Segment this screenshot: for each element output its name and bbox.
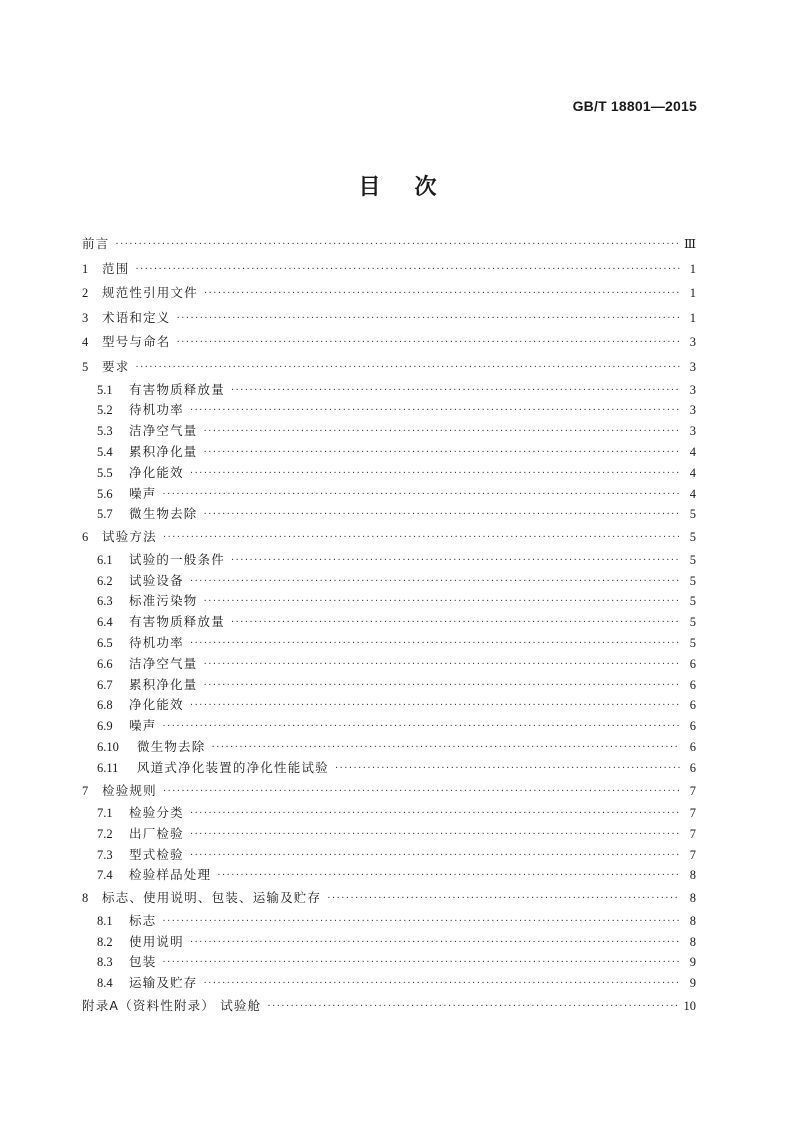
toc-entry-number: 4: [82, 335, 89, 350]
toc-entry-number: 8.1: [97, 913, 113, 928]
toc-entry-label: 规范性引用文件: [102, 285, 198, 301]
toc-entry-number: 7.1: [97, 806, 113, 821]
toc-entry-number: 8.3: [97, 955, 113, 970]
toc-dot-leader: [204, 505, 680, 526]
toc-entry[interactable]: [82, 257, 696, 282]
toc-entry-label: 净化能效: [129, 697, 184, 713]
toc-dot-leader: [162, 912, 680, 933]
toc-entry[interactable]: [82, 952, 696, 973]
toc-entry-label: 累积净化量: [129, 443, 198, 459]
toc-entry-page-number: 5: [689, 530, 696, 545]
toc-entry-page-number: 8: [689, 891, 696, 906]
toc-entry[interactable]: [82, 571, 696, 592]
toc-entry-page-number: Ⅲ: [683, 237, 696, 251]
toc-entry-number: 6.8: [97, 698, 113, 713]
toc-entry-label: 检验样品处理: [129, 867, 212, 883]
toc-entry[interactable]: [82, 355, 696, 380]
toc-entry-label: 有害物质释放量: [129, 381, 225, 397]
toc-entry-label: 前言: [82, 236, 110, 251]
toc-entry-page-number: 5: [689, 507, 696, 522]
toc-entry-label: 噪声: [129, 718, 157, 734]
toc-entry-number: 6.11: [97, 760, 119, 775]
toc-entry-page-number: 7: [689, 806, 696, 821]
toc-entry-page-number: 7: [689, 847, 696, 862]
toc-entry-label: 净化能效: [129, 464, 184, 480]
toc-entry-label: 型式检验: [129, 846, 184, 862]
toc-entry[interactable]: [82, 232, 696, 257]
toc-entry-page-number: 5: [689, 635, 696, 650]
toc-dot-leader: [190, 696, 680, 717]
toc-entry-number: 5.2: [97, 403, 113, 418]
toc-entry-page-number: 4: [689, 486, 696, 501]
toc-dot-leader: [231, 381, 680, 402]
toc-dot-leader: [231, 613, 680, 634]
toc-entry-page-number: 6: [689, 677, 696, 692]
toc-entry-label: 标志: [129, 912, 157, 928]
toc-dot-leader: [327, 887, 680, 912]
toc-entry-number: 6.7: [97, 677, 113, 692]
toc-entry-page-number: 5: [689, 594, 696, 609]
toc-entry-label: 试验设备: [129, 572, 184, 588]
toc-entry-page-number: 8: [689, 934, 696, 949]
toc-entry-page-number: 5: [689, 552, 696, 567]
toc-entry-label: 标志、使用说明、包装、运输及贮存: [102, 890, 322, 906]
toc-entry[interactable]: [82, 654, 696, 675]
toc-dot-leader: [190, 572, 680, 593]
toc-dot-leader: [177, 331, 680, 356]
toc-entry-number: 2: [82, 286, 89, 301]
toc-entry-label: 待机功率: [129, 402, 184, 418]
toc-entry-label: 出厂检验: [129, 825, 184, 841]
toc-entry-label: 附录A（资料性附录） 试验舱: [82, 998, 262, 1014]
toc-entry-label: 型号与命名: [102, 334, 171, 350]
toc-dot-leader: [162, 717, 680, 738]
toc-entry-page-number: 5: [689, 573, 696, 588]
toc-entry[interactable]: [82, 737, 696, 758]
toc-entry-number: 5.4: [97, 444, 113, 459]
toc-dot-leader: [231, 551, 680, 572]
toc-dot-leader: [204, 422, 680, 443]
toc-entry[interactable]: [82, 550, 696, 571]
toc-entry-page-number: 6: [689, 656, 696, 671]
toc-entry-page-number: 9: [689, 976, 696, 991]
toc-entry-label: 使用说明: [129, 933, 184, 949]
toc-dot-leader: [163, 526, 680, 551]
toc-entry-label: 试验的一般条件: [129, 551, 225, 567]
toc-entry-page-number: 3: [689, 424, 696, 439]
toc-entry-number: 6.6: [97, 656, 113, 671]
toc-entry-page-number: 6: [689, 698, 696, 713]
toc-dot-leader: [204, 974, 680, 995]
toc-entry-page-number: 6: [689, 719, 696, 734]
toc-entry-label: 术语和定义: [102, 309, 171, 325]
toc-entry[interactable]: [82, 994, 696, 1019]
toc-entry-page-number: 10: [683, 999, 696, 1014]
toc-entry-number: 5.1: [97, 382, 113, 397]
toc-entry-label: 要求: [102, 358, 130, 374]
toc-dot-leader: [212, 738, 680, 759]
toc-entry[interactable]: [82, 932, 696, 953]
toc-dot-leader: [135, 258, 680, 283]
toc-dot-leader: [190, 825, 680, 846]
toc-entry[interactable]: [82, 865, 696, 886]
toc-entry-number: 6.9: [97, 719, 113, 734]
toc-entry-number: 7.3: [97, 847, 113, 862]
toc-entry-page-number: 3: [689, 335, 696, 350]
toc-entry[interactable]: [82, 281, 696, 306]
toc-entry-page-number: 3: [689, 403, 696, 418]
toc-entry-label: 洁净空气量: [129, 655, 198, 671]
toc-entry-number: 6: [82, 530, 89, 545]
toc-entry-page-number: 1: [689, 261, 696, 276]
toc-dot-leader: [190, 634, 680, 655]
toc-dot-leader: [204, 282, 680, 307]
toc-dot-leader: [190, 401, 680, 422]
toc-entry-label: 试验方法: [102, 529, 157, 545]
toc-entry-label: 微生物去除: [137, 738, 206, 754]
toc-entry[interactable]: [82, 633, 696, 654]
toc-entry-label: 范围: [102, 260, 130, 276]
toc-entry-number: 6.1: [97, 552, 113, 567]
toc-entry-page-number: 6: [689, 760, 696, 775]
toc-dot-leader: [177, 307, 680, 332]
toc-entry-number: 7: [82, 783, 89, 798]
toc-entry[interactable]: [82, 463, 696, 484]
toc-entry[interactable]: [82, 504, 696, 525]
toc-entry-label: 运输及贮存: [129, 975, 198, 991]
toc-dot-leader: [163, 780, 680, 805]
toc-entry[interactable]: [82, 330, 696, 355]
toc-entry[interactable]: [82, 612, 696, 633]
toc-entry-page-number: 4: [689, 444, 696, 459]
toc-entry-number: 6.4: [97, 615, 113, 630]
toc-entry[interactable]: [82, 306, 696, 331]
toc-entry[interactable]: [82, 758, 696, 779]
toc-entry[interactable]: [82, 421, 696, 442]
toc-entry-label: 待机功率: [129, 634, 184, 650]
toc-entry-label: 微生物去除: [129, 506, 198, 522]
toc-entry-number: 5.6: [97, 486, 113, 501]
page-title: 目次: [358, 175, 471, 200]
toc-entry-label: 检验规则: [102, 782, 157, 798]
toc-entry-label: 洁净空气量: [129, 423, 198, 439]
toc-entry-number: 6.2: [97, 573, 113, 588]
toc-entry[interactable]: [82, 591, 696, 612]
toc-entry-page-number: 8: [689, 913, 696, 928]
toc-dot-leader: [204, 676, 680, 697]
toc-entry-label: 包装: [129, 954, 157, 970]
toc-entry-label: 检验分类: [129, 805, 184, 821]
toc-entry[interactable]: [82, 803, 696, 824]
toc-entry-number: 5: [82, 359, 89, 374]
toc-dot-leader: [135, 356, 680, 381]
toc-entry-number: 3: [82, 310, 89, 325]
toc-entry-number: 5.7: [97, 507, 113, 522]
toc-entry-number: 8: [82, 891, 89, 906]
toc-dot-leader: [190, 804, 680, 825]
toc-entry[interactable]: [82, 695, 696, 716]
toc-entry-number: 8.2: [97, 934, 113, 949]
toc-entry-page-number: 7: [689, 826, 696, 841]
toc-entry-label: 标准污染物: [129, 593, 198, 609]
toc-entry-number: 6.3: [97, 594, 113, 609]
toc-dot-leader: [204, 655, 680, 676]
toc-dot-leader: [162, 485, 680, 506]
toc-entry-page-number: 8: [689, 868, 696, 883]
toc-entry-number: 7.2: [97, 826, 113, 841]
toc-entry-number: 6.10: [97, 739, 119, 754]
toc-entry[interactable]: [82, 779, 696, 804]
standard-number: GB/T 18801—2015: [572, 98, 697, 114]
toc-entry[interactable]: [82, 824, 696, 845]
toc-dot-leader: [115, 233, 678, 258]
toc-entry-number: 5.3: [97, 424, 113, 439]
toc-entry-page-number: 1: [689, 310, 696, 325]
toc-entry-label: 有害物质释放量: [129, 614, 225, 630]
toc-entry[interactable]: [82, 675, 696, 696]
toc-dot-leader: [190, 933, 680, 954]
toc-entry[interactable]: [82, 525, 696, 550]
toc-dot-leader: [190, 846, 680, 867]
toc-entry[interactable]: [82, 380, 696, 401]
toc-entry-page-number: 6: [689, 739, 696, 754]
toc-entry[interactable]: [82, 484, 696, 505]
toc-entry[interactable]: [82, 442, 696, 463]
toc-dot-leader: [162, 953, 680, 974]
toc-dot-leader: [335, 759, 680, 780]
toc-dot-leader: [204, 443, 680, 464]
toc-entry-number: 7.4: [97, 868, 113, 883]
toc-dot-leader: [267, 995, 677, 1020]
toc-entry[interactable]: [82, 845, 696, 866]
toc-entry-number: 1: [82, 261, 89, 276]
toc-dot-leader: [217, 866, 680, 887]
toc-dot-leader: [190, 464, 680, 485]
toc-entry-page-number: 4: [689, 465, 696, 480]
toc-entry-page-number: 1: [689, 286, 696, 301]
toc-entry[interactable]: [82, 886, 696, 911]
toc-entry[interactable]: [82, 716, 696, 737]
toc-dot-leader: [204, 592, 680, 613]
toc-entry-page-number: 3: [689, 382, 696, 397]
toc-entry-page-number: 5: [689, 615, 696, 630]
toc-entry-number: 8.4: [97, 976, 113, 991]
toc-entry-label: 累积净化量: [129, 676, 198, 692]
toc-entry-label: 风道式净化装置的净化性能试验: [137, 759, 329, 775]
toc-entry-label: 噪声: [129, 485, 157, 501]
table-of-contents: [82, 232, 696, 1019]
toc-entry[interactable]: [82, 973, 696, 994]
toc-entry-page-number: 9: [689, 955, 696, 970]
toc-entry-page-number: 3: [689, 359, 696, 374]
toc-entry-page-number: 7: [689, 783, 696, 798]
toc-entry[interactable]: [82, 400, 696, 421]
toc-entry-number: 6.5: [97, 635, 113, 650]
toc-entry-number: 5.5: [97, 465, 113, 480]
toc-entry[interactable]: [82, 911, 696, 932]
